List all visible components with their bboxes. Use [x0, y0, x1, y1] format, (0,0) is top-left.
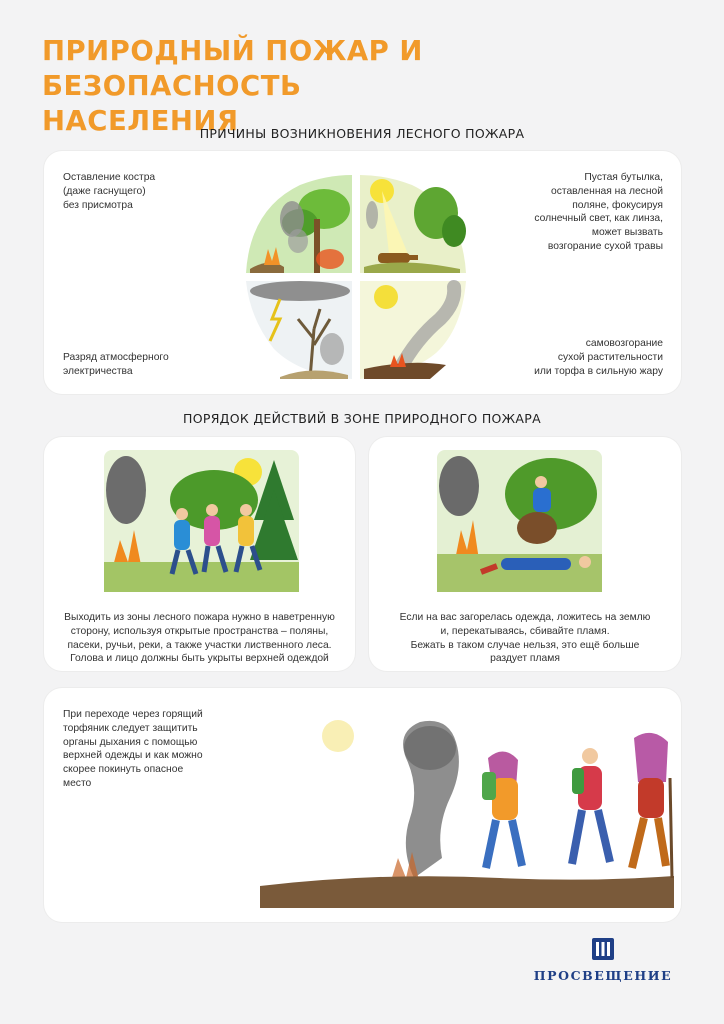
page-title — [42, 34, 682, 139]
publisher-logo-icon — [591, 936, 615, 962]
selfignition-text: самовозгорание сухой растительности или торфа в сильную жару — [534, 338, 663, 377]
lightning-illustration — [246, 281, 352, 379]
bottle-illustration — [360, 175, 466, 273]
campfire-illustration — [246, 175, 352, 273]
bottle-text: Пустая бутылка, оставленная на лесной поляне, фокусируя солнечный свет, как линза, может вызвать возгорание сухой травы — [534, 172, 663, 252]
peat-illustration — [260, 708, 674, 908]
actions-heading: ПОРЯДОК ДЕЙСТВИЙ В ЗОНЕ ПРИРОДНОГО ПОЖАРА — [183, 411, 541, 426]
peat-text: При переходе через горящий торфяник следует защитить органы дыхания с помощью верхней одежды и как можно скорее покинуть опасное место — [63, 709, 203, 789]
lightning-text: Разряд атмосферного электричества — [63, 352, 169, 377]
clothes-illustration — [437, 450, 602, 592]
causes-illustration — [240, 169, 472, 385]
causes-card — [44, 151, 681, 394]
title-line-1: ПРИРОДНЫЙ ПОЖАР И БЕЗОПАСНОСТЬ — [42, 35, 423, 102]
escape-illustration — [104, 450, 299, 592]
escape-card — [44, 437, 355, 671]
escape-text: Выходить из зоны лесного пожара нужно в наветренную сторону, используя открытые пространства – поляны, пасеки, ручьи, реки, а также участки лиственного леса. Голова и лицо должны быть укрыты верхней одеждой — [64, 612, 335, 665]
title-line-2: НАСЕЛЕНИЯ — [42, 105, 239, 137]
campfire-text: Оставление костра (даже гаснущего) без присмотра — [63, 172, 156, 211]
selfignition-illustration — [360, 281, 466, 379]
clothes-card — [369, 437, 681, 671]
causes-heading: ПРИЧИНЫ ВОЗНИКНОВЕНИЯ ЛЕСНОГО ПОЖАРА — [199, 126, 525, 141]
clothes-text: Если на вас загорелась одежда, ложитесь на землю и, перекатываясь, сбивайте пламя. Бежать в таком случае нельзя, это ещё больше раздует пламя — [399, 612, 651, 665]
publisher-name: ПРОСВЕЩЕНИЕ — [533, 968, 673, 983]
peat-card — [44, 688, 681, 922]
